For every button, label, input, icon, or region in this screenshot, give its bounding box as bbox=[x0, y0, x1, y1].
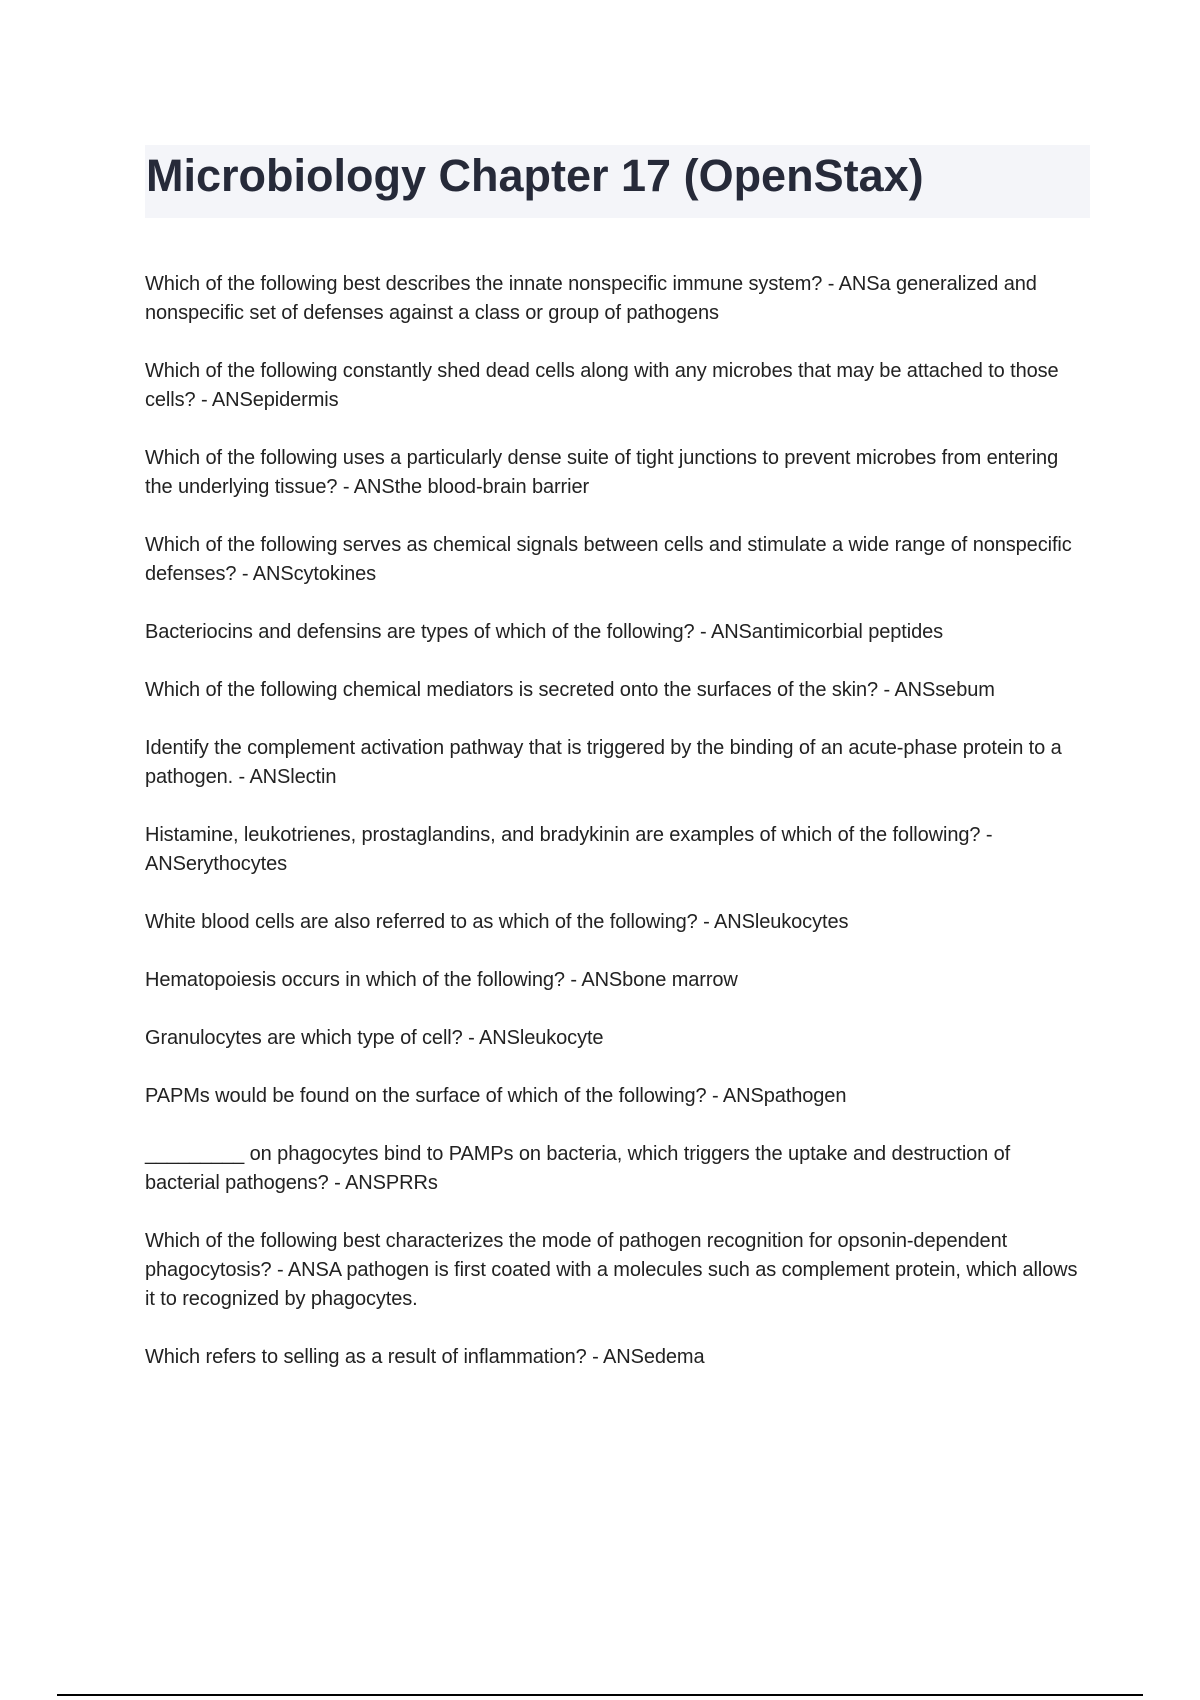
qa-item-15: Which refers to selling as a result of inflammation? - ANSedema bbox=[145, 1346, 705, 1368]
page-title: Microbiology Chapter 17 (OpenStax) bbox=[146, 150, 924, 201]
qa-item-4: Which of the following serves as chemical signals between cells and stimulate a wide range of nonspecific defenses? - ANScytokines bbox=[145, 534, 1072, 585]
footer-rule bbox=[57, 1694, 1143, 1696]
qa-list bbox=[145, 270, 1090, 1401]
qa-item-2: Which of the following constantly shed dead cells along with any microbes that may be attached to those cells? - ANSepidermis bbox=[145, 360, 1059, 411]
qa-item-12: PAPMs would be found on the surface of which of the following? - ANSpathogen bbox=[145, 1085, 847, 1107]
qa-item-14: Which of the following best characterizes the mode of pathogen recognition for opsonin-dependent phagocytosis? - ANSA pathogen is first coated with a molecules such as complement protein, which allows it to recognized by phagocytes. bbox=[145, 1230, 1078, 1310]
qa-item-8: Histamine, leukotrienes, prostaglandins, and bradykinin are examples of which of the following? - ANSerythocytes bbox=[145, 824, 993, 875]
qa-item-13: _________ on phagocytes bind to PAMPs on bacteria, which triggers the uptake and destruction of bacterial pathogens? - ANSPRRs bbox=[145, 1143, 1011, 1194]
qa-item-5: Bacteriocins and defensins are types of which of the following? - ANSantimicorbial peptides bbox=[145, 621, 944, 643]
qa-item-1: Which of the following best describes the innate nonspecific immune system? - ANSa generalized and nonspecific set of defenses against a class or group of pathogens bbox=[145, 273, 1037, 324]
qa-item-3: Which of the following uses a particularly dense suite of tight junctions to prevent microbes from entering the underlying tissue? - ANSthe blood-brain barrier bbox=[145, 447, 1059, 498]
qa-item-9: White blood cells are also referred to as which of the following? - ANSleukocytes bbox=[145, 911, 849, 933]
qa-item-10: Hematopoiesis occurs in which of the following? - ANSbone marrow bbox=[145, 969, 738, 991]
qa-item-11: Granulocytes are which type of cell? - ANSleukocyte bbox=[145, 1027, 604, 1049]
qa-item-7: Identify the complement activation pathway that is triggered by the binding of an acute-phase protein to a pathogen. - ANSlectin bbox=[145, 737, 1062, 788]
qa-item-6: Which of the following chemical mediators is secreted onto the surfaces of the skin? - ANSsebum bbox=[145, 679, 995, 701]
